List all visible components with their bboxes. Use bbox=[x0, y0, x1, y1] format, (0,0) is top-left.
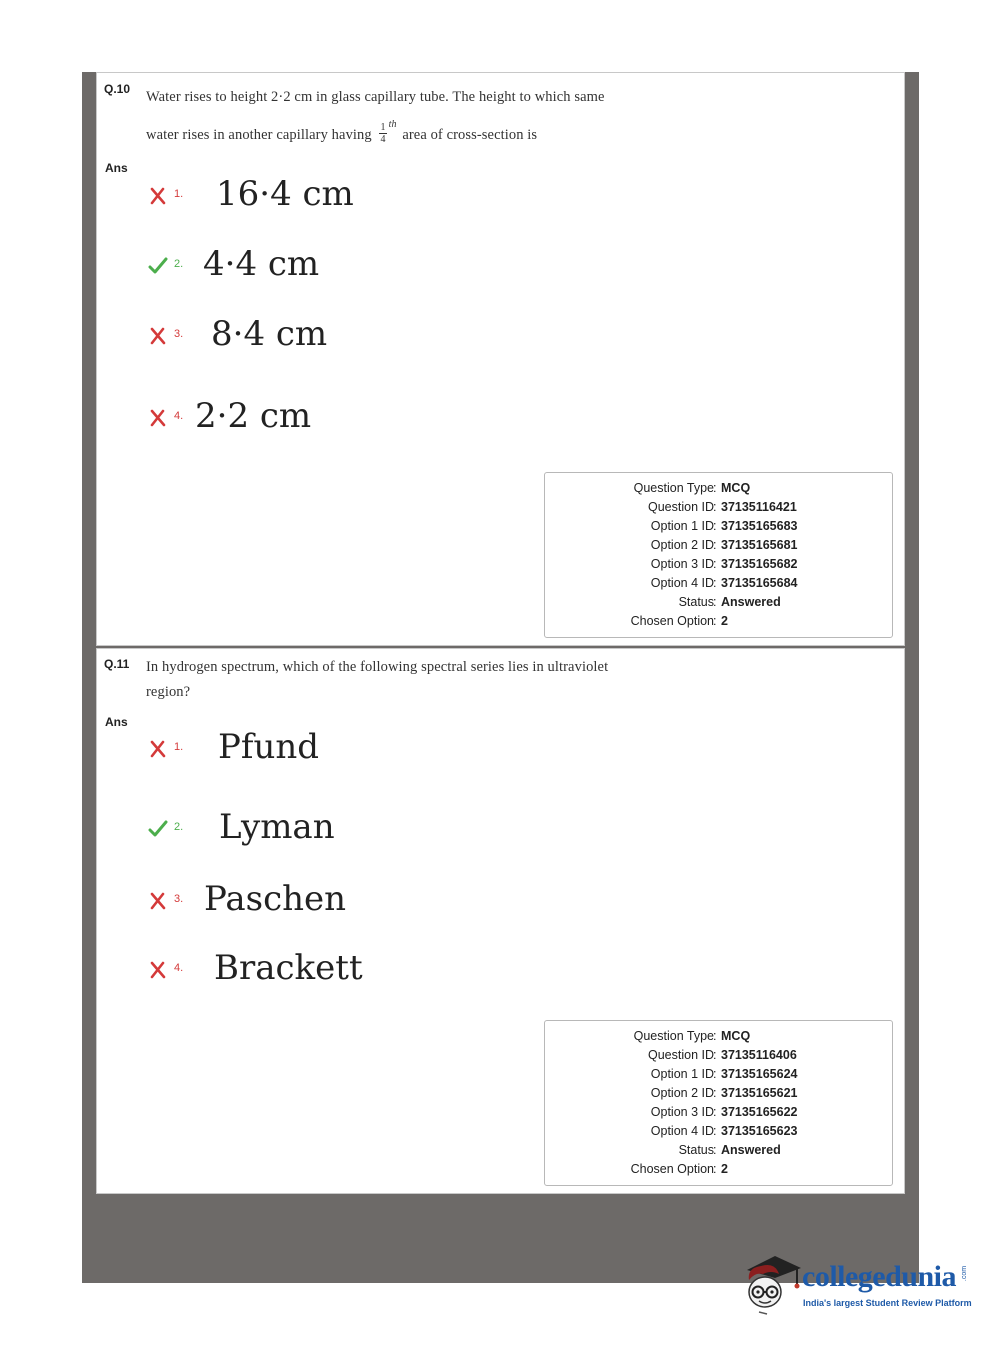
option-text: 16·4 cm bbox=[216, 174, 354, 214]
meta-value: 37135165622 bbox=[721, 1105, 798, 1119]
fraction-numerator: 1 bbox=[380, 122, 386, 134]
fraction bbox=[379, 122, 386, 145]
meta-row: Option 3 ID : 37135165622 bbox=[650, 1105, 798, 1119]
meta-value: 37135165623 bbox=[721, 1124, 798, 1138]
meta-row: Question Type : MCQ bbox=[633, 1029, 751, 1043]
meta-value: 37135116406 bbox=[721, 1048, 797, 1062]
option-text: Lyman bbox=[219, 807, 335, 847]
meta-key: Status bbox=[678, 595, 714, 609]
meta-value: 37135165684 bbox=[721, 576, 798, 590]
meta-key: Status bbox=[678, 1143, 714, 1157]
meta-row: Option 3 ID : 37135165682 bbox=[650, 557, 798, 571]
option-number: 2. bbox=[174, 258, 184, 270]
cross-icon bbox=[148, 408, 168, 428]
cross-icon bbox=[148, 739, 168, 759]
meta-key: Chosen Option bbox=[630, 1162, 714, 1176]
option-number: 1. bbox=[174, 188, 184, 200]
meta-row: Option 1 ID : 37135165683 bbox=[650, 519, 798, 533]
meta-row: Question Type : MCQ bbox=[633, 481, 751, 495]
question-text-line-1: Water rises to height 2·2 cm in glass capillary tube. The height to which same bbox=[146, 89, 605, 105]
meta-value: 37135165624 bbox=[721, 1067, 798, 1081]
meta-row: Option 2 ID : 37135165621 bbox=[650, 1086, 798, 1100]
option-text: Paschen bbox=[204, 879, 347, 919]
meta-key: Option 4 ID bbox=[650, 1124, 714, 1138]
question-text bbox=[146, 84, 605, 149]
meta-key: Option 1 ID bbox=[650, 1067, 714, 1081]
meta-value: 37135165682 bbox=[721, 557, 798, 571]
meta-value: Answered bbox=[721, 1143, 781, 1157]
meta-row: Status : Answered bbox=[678, 595, 781, 609]
collegedunia-logo[interactable] bbox=[741, 1248, 971, 1322]
meta-key: Question ID bbox=[647, 500, 714, 514]
option-text: Pfund bbox=[218, 727, 320, 767]
meta-value: 37135165621 bbox=[721, 1086, 798, 1100]
option-number: 4. bbox=[174, 962, 184, 974]
meta-value: Answered bbox=[721, 595, 781, 609]
meta-value: MCQ bbox=[721, 481, 751, 495]
question-text bbox=[146, 655, 608, 705]
option-number: 4. bbox=[174, 410, 184, 422]
meta-row: Status : Answered bbox=[678, 1143, 781, 1157]
answer-label: Ans bbox=[105, 715, 128, 729]
meta-key: Question ID bbox=[647, 1048, 714, 1062]
cross-icon bbox=[148, 960, 168, 980]
meta-value: 37135116421 bbox=[721, 500, 797, 514]
question-panel-10 bbox=[96, 72, 905, 646]
meta-row: Option 2 ID : 37135165681 bbox=[650, 538, 798, 552]
superscript: th bbox=[388, 119, 397, 130]
question-text-line-2: region? bbox=[146, 684, 191, 700]
checkmark-icon bbox=[148, 256, 168, 276]
question-text-part: water rises in another capillary having bbox=[146, 127, 372, 143]
meta-value: 37135165681 bbox=[721, 538, 798, 552]
question-text-part: area of cross-section is bbox=[402, 127, 538, 143]
cross-icon bbox=[148, 891, 168, 911]
question-text-line-1: In hydrogen spectrum, which of the following spectral series lies in ultraviolet bbox=[146, 659, 609, 675]
cross-icon bbox=[148, 186, 168, 206]
question-number: Q.10 bbox=[104, 82, 131, 96]
meta-key: Option 3 ID bbox=[650, 1105, 714, 1119]
meta-key: Option 3 ID bbox=[650, 557, 714, 571]
option-text: 2·2 cm bbox=[195, 396, 312, 436]
logo-suffix: .com bbox=[961, 1265, 969, 1282]
meta-row: Chosen Option : 2 bbox=[630, 1162, 728, 1176]
cross-icon bbox=[148, 326, 168, 346]
meta-key: Option 1 ID bbox=[650, 519, 714, 533]
option-text: 8·4 cm bbox=[211, 314, 328, 354]
option-text: Brackett bbox=[214, 948, 363, 988]
meta-key: Question Type bbox=[633, 481, 714, 495]
logo-wordmark: collegedunia bbox=[802, 1260, 957, 1293]
fraction-denominator: 4 bbox=[380, 134, 386, 146]
meta-key: Chosen Option bbox=[630, 614, 714, 628]
answer-label: Ans bbox=[105, 161, 128, 175]
meta-key: Option 2 ID bbox=[650, 1086, 714, 1100]
meta-row: Chosen Option : 2 bbox=[630, 614, 728, 628]
question-meta-box bbox=[544, 472, 893, 638]
option-number: 2. bbox=[174, 821, 184, 833]
meta-row: Option 4 ID : 37135165623 bbox=[650, 1124, 798, 1138]
question-text-line-2 bbox=[146, 111, 605, 149]
meta-row: Question ID : 37135116421 bbox=[647, 500, 797, 514]
question-panel-11 bbox=[96, 648, 905, 1194]
logo-tagline: India's largest Student Review Platform bbox=[803, 1298, 972, 1308]
meta-key: Option 2 ID bbox=[650, 538, 714, 552]
meta-value: 2 bbox=[721, 614, 728, 628]
meta-row: Question ID : 37135116406 bbox=[647, 1048, 797, 1062]
checkmark-icon bbox=[148, 819, 168, 839]
option-number: 3. bbox=[174, 328, 184, 340]
meta-row: Option 4 ID : 37135165684 bbox=[650, 576, 798, 590]
question-meta-box bbox=[544, 1020, 893, 1186]
mascot-icon bbox=[741, 1248, 803, 1318]
meta-value: 37135165683 bbox=[721, 519, 798, 533]
meta-value: MCQ bbox=[721, 1029, 751, 1043]
question-number: Q.11 bbox=[104, 657, 130, 671]
meta-row: Option 1 ID : 37135165624 bbox=[650, 1067, 798, 1081]
option-number: 1. bbox=[174, 741, 184, 753]
option-text: 4·4 cm bbox=[203, 244, 320, 284]
option-number: 3. bbox=[174, 893, 184, 905]
meta-key: Question Type bbox=[633, 1029, 714, 1043]
meta-key: Option 4 ID bbox=[650, 576, 714, 590]
meta-value: 2 bbox=[721, 1162, 728, 1176]
